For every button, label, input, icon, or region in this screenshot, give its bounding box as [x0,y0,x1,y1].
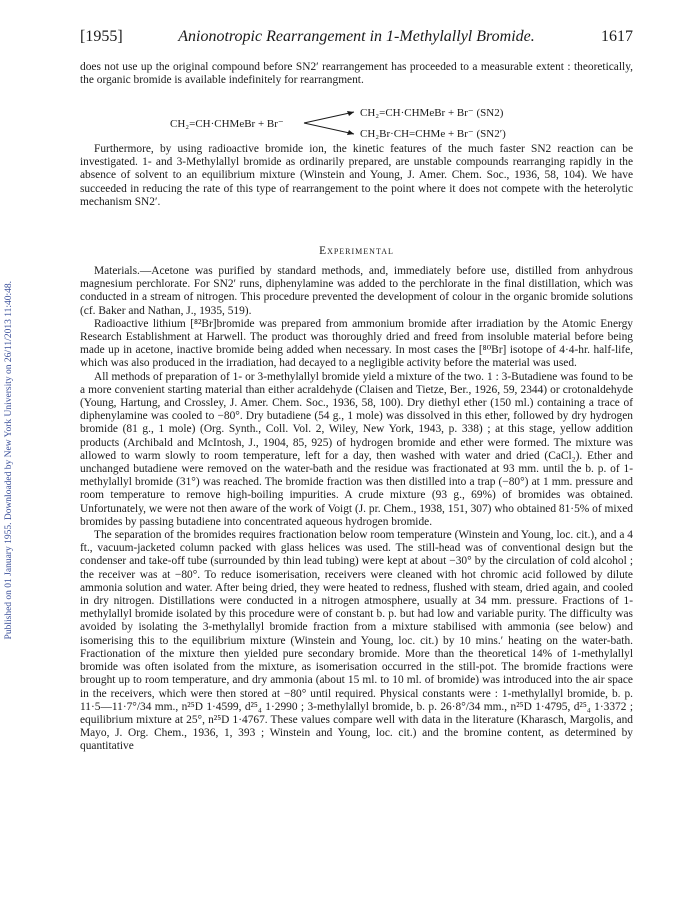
download-watermark-text: Published on 01 January 1955. Downloaded by New York University on 26/11/2013 11:40:48. [4,280,14,640]
reaction-product-sn2: CH₂=CH·CHMeBr + Br⁻ (SN2) [360,107,504,119]
page-number: 1617 [601,28,633,45]
reaction-scheme [80,106,633,140]
methods-paragraph: All methods of preparation of 1- or 3-methylallyl bromide yield a mixture of the two. 1 : 3-Butadiene was found to be a more convenient starting material than either acraldehyde (Claisen and Tietze, Ber., 1926, 59, 2344) or crotonaldehyde (Young, Hartung, and Crossley, J. Amer. Chem. Soc., 1936, 58, 100). Dry diethyl ether (150 ml.) containing a trace of diphenylamine was cooled to −80°. Dry butadiene (54 g., 1 mole) was dissolved in this ether, followed by dry hydrogen bromide (81 g., 1 mole) (Org. Synth., Coll. Vol. 2, Wiley, New York, 1943, p. 338) ; at this stage, yellow addition products (Archibald and McIntosh, J., 1904, 85, 925) of hydrogen bromide and ether were formed. The mixture was allowed to warm slowly to room temperature, left for a day, then washed with water and dried (CaCl₂). Ether and unchanged butadiene were removed on the water-bath and the residue was fractionated at 93 mm. until the b. p. of 1-methylallyl bromide (31°) was reached. The bromide fraction was then distilled into a trap (−80°) at 1 mm. pressure and room temperature to remove high-boiling impurities. A crude mixture (93 g., 69%) of bromides was obtained. Unfortunately, we were not then aware of the work of Voigt (J. pr. Chem., 1938, 151, 307) who obtained 81·5% of mixed bromides by passing butadiene into concentrated aqueous hydrogen bromide. [80,370,633,528]
reaction-arrows-icon [300,106,360,140]
radioactive-paragraph: Radioactive lithium [⁸²Br]bromide was prepared from ammonium bromide after irradiation by the Atomic Energy Research Establishment at Harwell. The product was thoroughly dried and freed from insoluble material before being made up in acetone, inactive bromide being added when necessary. In most cases the [⁸⁰Br] isotope of 4·4-hr. half-life, which was also produced in the irradiation, had decayed to a negligible activity before the material was used. [80,317,633,370]
intro-paragraph-block [80,61,633,87]
header-year: [1955] [80,28,123,45]
materials-paragraph: Materials.—Acetone was purified by standard methods, and, immediately before use, distilled from anhydrous magnesium perchlorate. For SN2′ runs, diphenylamine was added to the perchlorate in the final distillation, which was conducted in a stream of nitrogen. This procedure prevented the development of colour in the organic bromide solutions (cf. Baker and Nathan, J., 1935, 519). [80,265,633,317]
reaction-product-sn2-prime: CH₂Br·CH=CHMe + Br⁻ (SN2′) [360,128,506,140]
header-title: Anionotropic Rearrangement in 1-Methylallyl Bromide. [178,28,535,45]
furthermore-paragraph-block [80,143,633,209]
intro-paragraph: does not use up the original compound before SN2′ rearrangement has proceeded to a measurable extent : theoretically, the organic bromide is available indefinitely for rearrangment. [80,61,633,87]
running-header [80,28,633,50]
experimental-body [80,265,633,754]
furthermore-paragraph: Furthermore, by using radioactive bromide ion, the kinetic features of the much faster SN2 reaction can be investigated. 1- and 3-Methylallyl bromide as ordinarily prepared, are unstable compounds rearranging rapidly in the absence of solvent to an equilibrium mixture (Winstein and Young, J. Amer. Chem. Soc., 1936, 58, 104). We have succeeded in reducing the rate of this type of rearrangement to the point where it does not compete with the heterolytic mechanism SN2′. [80,143,633,208]
section-heading: Experimental [319,245,394,257]
download-watermark [2,140,16,780]
separation-paragraph: The separation of the bromides requires fractionation below room temperature (Winstein and Young, loc. cit.), and a 4 ft., vacuum-jacketed column packed with glass helices was used. The still-head was of conventional design but the condenser and take-off tube (surrounded by thin lead tubing) were kept at about −30° by the circulation of cold alcohol ; the receiver was at −80°. To reduce isomerisation, receivers were cleaned with hot chromic acid followed by dilute ammonia solution and water. After being dried, they were heated to redness, flushed with steam, dried again, and cooled in dry nitrogen. Distillations were conducted in a nitrogen atmosphere, usually at 34 mm. pressure. Fractions of 1-methylallyl bromide isolated by this procedure were of constant b. p. but had low and variable purity. The difficulty was avoided by isolating the 3-methylallyl bromide fraction from a mixture stabilised with ammonia (see below) and isomerising this to the equilibrium mixture (Winstein and Young, loc. cit.) by 10 mins.′ heating on the water-bath. Fractionation of the mixture then yielded pure secondary bromide. More than the theoretical 14% of 1-methylallyl bromide was often isolated from the mixture, as isomerisation occurred in the still-pot. The bromide fractions were brought up to room temperature, and dry ammonia (about 15 ml. to 10 ml. of bromide) was introduced into the air space in the receivers, which were then stored at −80° until required. Physical constants were : 1-methylallyl bromide, b. p. 11·5—11·7°/34 mm., n²⁵D 1·4599, d²⁵₄ 1·2990 ; 3-methylallyl bromide, b. p. 26·8°/34 mm., n²⁵D 1·4795, d²⁵₄ 1·3372 ; equilibrium mixture at 25°, n²⁵D 1·4767. These values compare well with data in the literature (Kharasch, Margolis, and Mayo, J. Org. Chem., 1936, 1, 393 ; Winstein and Young, loc. cit.) and the bromine content, as determined by quantitative [80,529,633,753]
reaction-reactants: CH₂=CH·CHMeBr + Br⁻ [170,118,284,130]
